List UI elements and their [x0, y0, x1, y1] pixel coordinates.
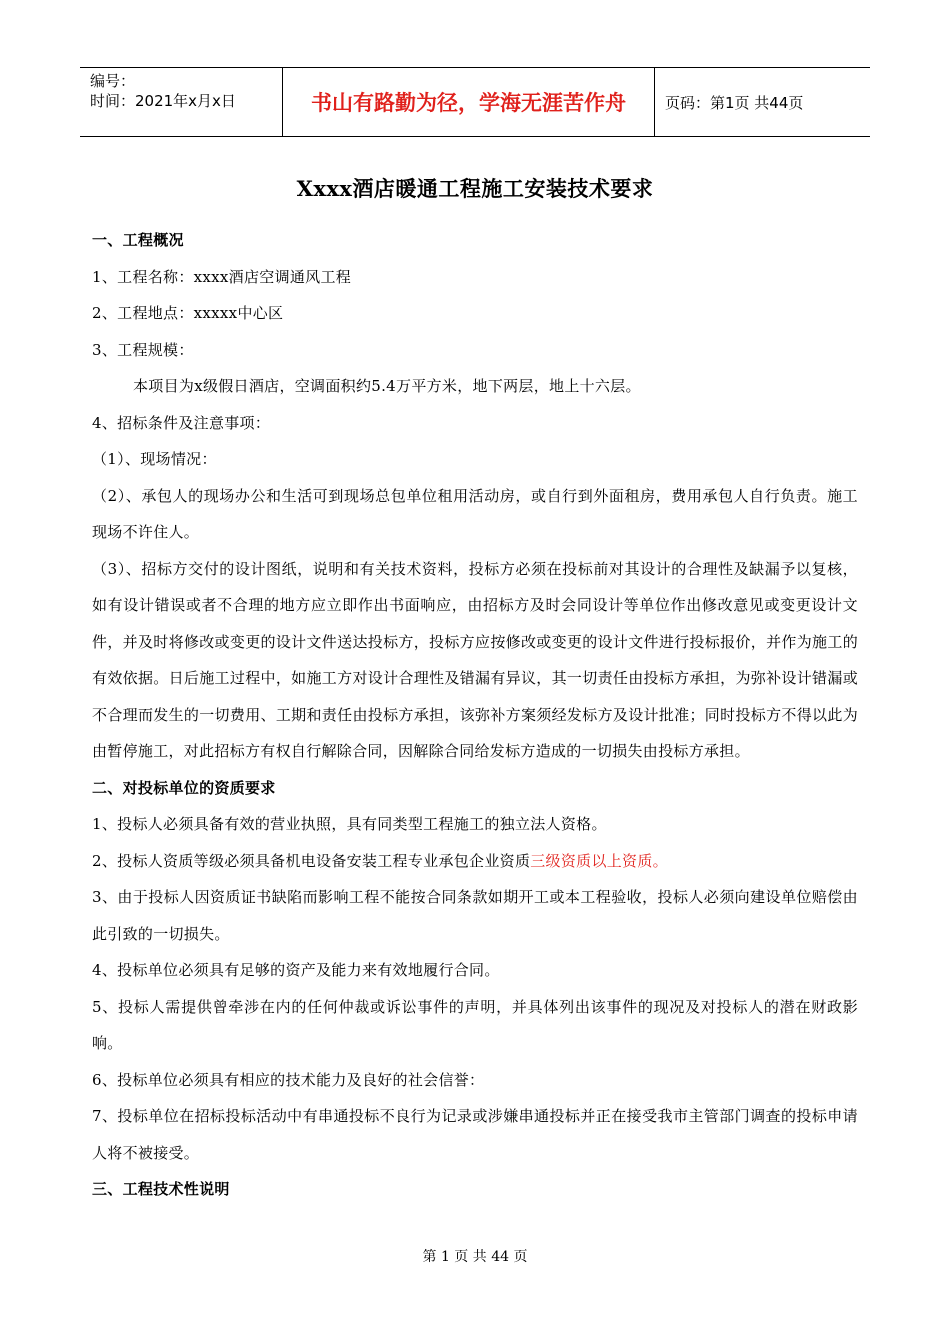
paragraph: 6、投标单位必须具有相应的技术能力及良好的社会信誉：	[92, 1070, 485, 1089]
paragraph: 本项目为x级假日酒店，空调面积约5.4万平方米，地下两层，地上十六层。	[133, 377, 641, 395]
date-label: 时间：2021年x月x日	[90, 92, 236, 110]
document-body	[92, 222, 858, 1208]
page-number-info: 页码：第1页 共44页	[665, 93, 804, 112]
paragraph: 3、由于投标人因资质证书缺陷而影响工程不能按合同条款如期开工或本工程验收，投标人必须向建设单位赔偿由此引致的一切损失。	[92, 888, 858, 943]
page-footer: 第 1 页 共 44 页	[422, 1249, 528, 1265]
paragraph: 3、工程规模：	[92, 340, 194, 359]
section-heading-technical: 三、工程技术性说明	[92, 1180, 230, 1198]
header-left-cell	[80, 68, 282, 136]
highlighted-requirement: 三级资质以上资质。	[530, 851, 668, 870]
section-heading-overview: 一、工程概况	[92, 231, 184, 249]
section-heading-qualification: 二、对投标单位的资质要求	[92, 778, 276, 797]
paragraph: （1）、现场情况：	[92, 450, 217, 468]
paragraph: （2）、承包人的现场办公和生活可到现场总包单位租用活动房，或自行到外面租房，费用承包人自行负责。施工现场不许住人。	[92, 486, 858, 541]
paragraph: 4、投标单位必须具有足够的资产及能力来有效地履行合同。	[92, 961, 500, 979]
paragraph: 1、工程名称：xxxx酒店空调通风工程	[92, 267, 352, 286]
paragraph	[92, 843, 858, 880]
paragraph-text: 2、投标人资质等级必须具备机电设备安装工程专业承包企业资质	[92, 851, 531, 870]
document-title: Xxxx酒店暖通工程施工安装技术要求	[296, 176, 654, 201]
paragraph: 2、工程地点：xxxxx中心区	[92, 304, 284, 322]
page-header	[80, 67, 870, 137]
paragraph: 7、投标单位在招标投标活动中有串通投标不良行为记录或涉嫌串通投标并正在接受我市主管部门调查的投标申请人将不被接受。	[92, 1107, 858, 1162]
motto-text: 书山有路勤为径，学海无涯苦作舟	[282, 68, 655, 136]
doc-number-label: 编号：	[90, 72, 136, 90]
paragraph: 4、招标条件及注意事项：	[92, 413, 271, 432]
paragraph: 5、投标人需提供曾牵涉在内的任何仲裁或诉讼事件的声明，并具体列出该事件的现况及对投标人的潜在财政影响。	[92, 997, 858, 1052]
paragraph: 1、投标人必须具备有效的营业执照，具有同类型工程施工的独立法人资格。	[92, 815, 607, 833]
paragraph: （3）、招标方交付的设计图纸，说明和有关技术资料，投标方必须在投标前对其设计的合理性及缺漏予以复核，如有设计错误或者不合理的地方应立即作出书面响应，由招标方及时会同设计等单位作出修改意见或变更设计文件，并及时将修改或变更的设计文件送达投标方，投标方应按修改或变更的设计文件进行投标报价，并作为施工的有效依据。日后施工过程中，如施工方对设计合理性及错漏有异议，其一切责任由投标方承担，为弥补设计错漏或不合理而发生的一切费用、工期和责任由投标方承担，该弥补方案须经发标方及设计批准；同时投标方不得以此为由暂停施工，对此招标方有权自行解除合同，因解除合同给发标方造成的一切损失由投标方承担。	[92, 559, 858, 760]
